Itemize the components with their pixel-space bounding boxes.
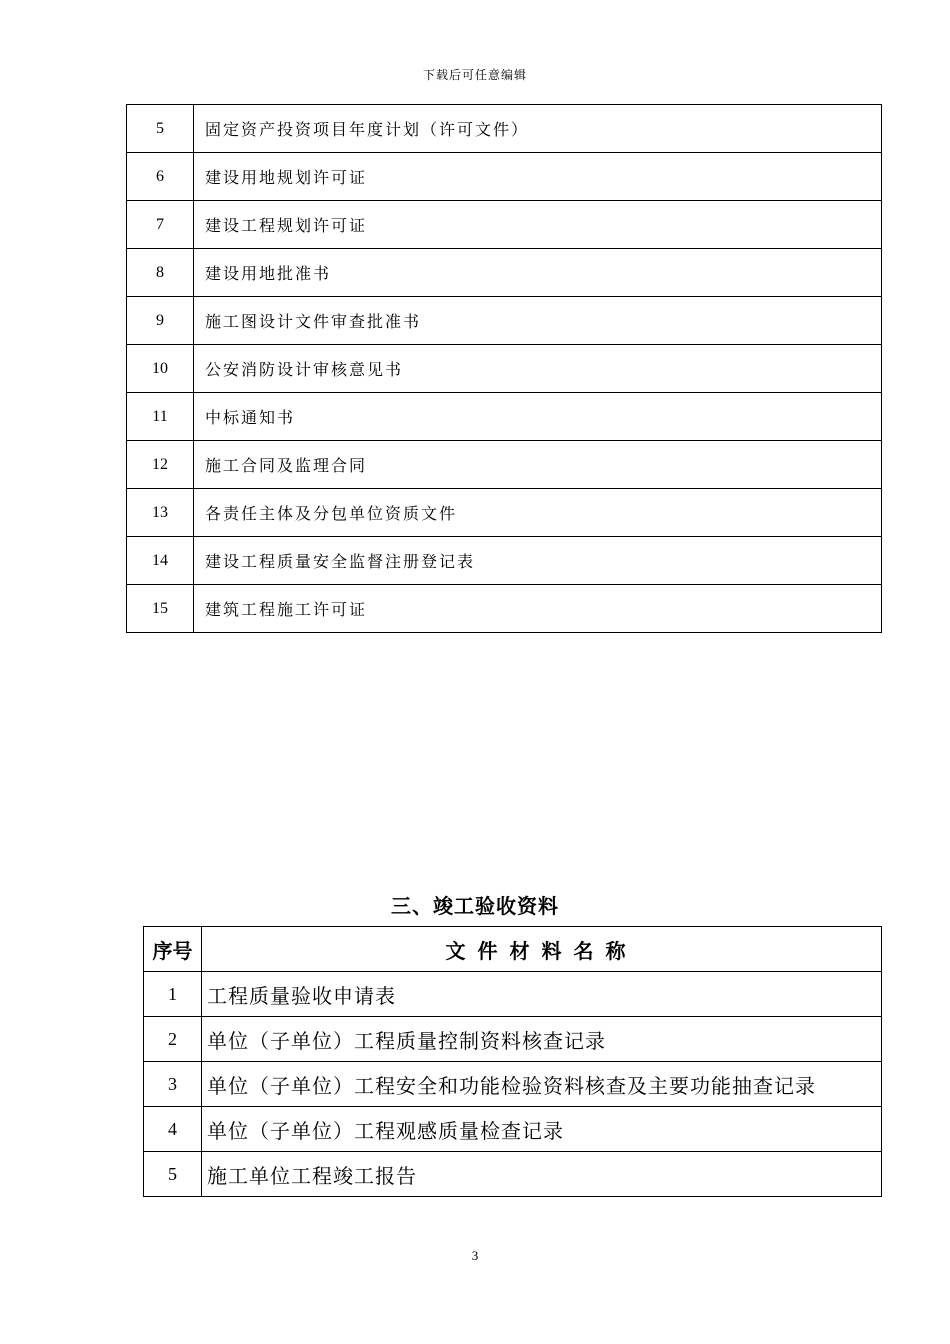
row-number: 3 [144, 1062, 202, 1107]
row-number: 12 [127, 441, 194, 489]
table-row [127, 345, 882, 393]
table-row [127, 249, 882, 297]
table-row [127, 393, 882, 441]
row-document-name: 固定资产投资项目年度计划（许可文件） [194, 105, 882, 153]
table-row [127, 489, 882, 537]
page-header: 下载后可任意编辑 [422, 68, 527, 82]
row-number: 7 [127, 201, 194, 249]
table-row [144, 1062, 882, 1107]
page-number: 3 [471, 1248, 479, 1263]
table-row [127, 153, 882, 201]
row-document-name: 单位（子单位）工程观感质量检查记录 [202, 1107, 882, 1152]
table-row [144, 1152, 882, 1197]
column-header-name: 文件材料名称 [202, 927, 882, 972]
completion-acceptance-table [143, 926, 882, 1197]
table-row [127, 297, 882, 345]
row-document-name: 施工图设计文件审查批准书 [194, 297, 882, 345]
documents-table-continued [126, 104, 882, 633]
row-number: 8 [127, 249, 194, 297]
row-number: 4 [144, 1107, 202, 1152]
table-row [127, 537, 882, 585]
table-row [127, 585, 882, 633]
row-document-name: 施工单位工程竣工报告 [202, 1152, 882, 1197]
table-header-row [144, 927, 882, 972]
row-number: 5 [127, 105, 194, 153]
row-document-name: 工程质量验收申请表 [202, 972, 882, 1017]
section-title: 三、竣工验收资料 [391, 894, 559, 918]
table-row [127, 201, 882, 249]
row-document-name: 建设用地批准书 [194, 249, 882, 297]
table-row [144, 1017, 882, 1062]
row-number: 9 [127, 297, 194, 345]
table-row [127, 105, 882, 153]
row-document-name: 施工合同及监理合同 [194, 441, 882, 489]
row-document-name: 各责任主体及分包单位资质文件 [194, 489, 882, 537]
row-number: 6 [127, 153, 194, 201]
table-row [127, 441, 882, 489]
row-document-name: 建设工程规划许可证 [194, 201, 882, 249]
row-number: 14 [127, 537, 194, 585]
row-number: 10 [127, 345, 194, 393]
table-row [144, 972, 882, 1017]
table-row [144, 1107, 882, 1152]
row-number: 13 [127, 489, 194, 537]
row-number: 5 [144, 1152, 202, 1197]
row-document-name: 单位（子单位）工程安全和功能检验资料核查及主要功能抽查记录 [202, 1062, 882, 1107]
row-document-name: 公安消防设计审核意见书 [194, 345, 882, 393]
row-document-name: 建筑工程施工许可证 [194, 585, 882, 633]
row-number: 11 [127, 393, 194, 441]
row-document-name: 单位（子单位）工程质量控制资料核查记录 [202, 1017, 882, 1062]
row-number: 15 [127, 585, 194, 633]
row-document-name: 建设工程质量安全监督注册登记表 [194, 537, 882, 585]
row-number: 2 [144, 1017, 202, 1062]
column-header-number: 序号 [144, 927, 202, 972]
row-number: 1 [144, 972, 202, 1017]
row-document-name: 中标通知书 [194, 393, 882, 441]
row-document-name: 建设用地规划许可证 [194, 153, 882, 201]
